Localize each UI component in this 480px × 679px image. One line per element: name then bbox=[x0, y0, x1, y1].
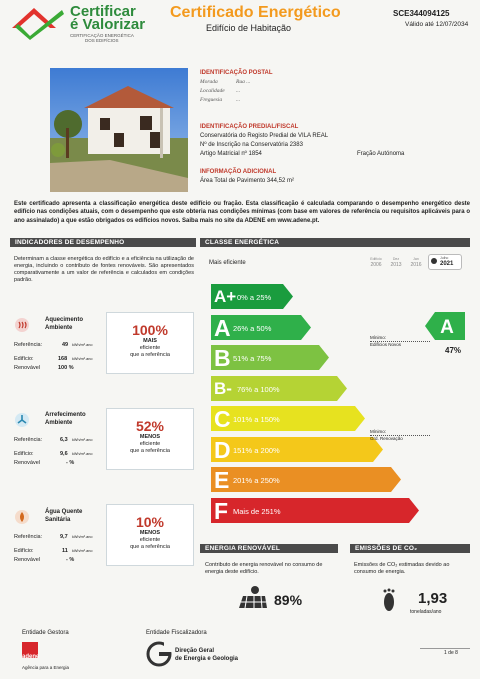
band-letter: F bbox=[214, 497, 229, 524]
minimo-novos-sub: Edifícios Novos bbox=[370, 342, 402, 347]
agua-quente-name2: Sanitária bbox=[45, 517, 71, 523]
minimo-novos-label: Mínimo: bbox=[370, 335, 387, 340]
minimo-renov-label: Mínimo: bbox=[370, 429, 387, 434]
page-number: 1 de 8 bbox=[444, 650, 458, 656]
dgeg-line1: Direção Geral bbox=[175, 648, 215, 654]
aquecimento-name1: Aquecimento bbox=[45, 317, 84, 323]
fracao-label: Fração Autónoma bbox=[357, 151, 405, 157]
aquecimento-renov: 100 % bbox=[58, 365, 74, 371]
edif-label: Edifício: bbox=[14, 548, 34, 554]
renovavel-heading: ENERGIA RENOVÁVEL bbox=[200, 544, 338, 553]
arrefecimento-name1: Arrefecimento bbox=[45, 412, 86, 418]
predial-line1: Conservatória do Registo Predial de VILA REAL bbox=[200, 133, 329, 139]
ref-label: Referência: bbox=[14, 534, 43, 540]
year-small: Edifício bbox=[370, 257, 382, 261]
unit-label: kWh/m².ano bbox=[72, 357, 93, 361]
band-letter: C bbox=[214, 406, 231, 432]
logo-line1: Certificar bbox=[70, 3, 136, 20]
classe-heading: CLASSE ENERGÉTICA bbox=[200, 238, 470, 247]
band-range: 76% a 100% bbox=[237, 384, 280, 394]
band-range: 101% a 150% bbox=[233, 415, 280, 424]
energy-band-aplus bbox=[211, 284, 293, 309]
emissoes-unit: toneladas/ano bbox=[410, 609, 442, 615]
intro-text: Este certificado apresenta a classificação energética deste edifício ou fração. Esta classificação é calculada comparando o desempenho energético deste edifício nas condições atuais, com o desempenho que este obteria nas condições mínimas (com base em valores de referência ou requisitos aplicáveis para o ano assinalado) a que estão obrigados os edifícios novos. Saiba mais no site da ADENE em www.adene.pt. bbox=[14, 201, 470, 224]
localidade-value: ... bbox=[236, 88, 241, 94]
footprint-icon bbox=[381, 588, 397, 614]
indicadores-desc: Determinam a classe energética do edifício e a eficiência na utilização de energia, incluindo o contributo de fontes renováveis. São apresentados comparativamente a um valor de referência e calculados em condições padrão. bbox=[14, 256, 194, 283]
band-letter: A bbox=[214, 314, 231, 341]
band-letter: A+ bbox=[214, 287, 237, 306]
info-adicional-heading: INFORMAÇÃO ADICIONAL bbox=[200, 169, 277, 175]
agua-quente-word1: MENOS bbox=[139, 530, 161, 536]
band-letter: D bbox=[214, 436, 231, 463]
year-small: Jan bbox=[413, 257, 419, 261]
arrefecimento-renov: - % bbox=[66, 460, 75, 466]
predial-line2: Nº de Inscrição na Conservatória 2383 bbox=[200, 142, 303, 148]
result-class-arrow bbox=[425, 312, 465, 340]
year-small: Julho bbox=[440, 256, 449, 260]
logo-line2: é Valorizar bbox=[70, 16, 146, 33]
que-ref: que a referência bbox=[130, 448, 170, 454]
agua-quente-edif: 11 bbox=[62, 548, 68, 554]
dgeg-logo-icon bbox=[146, 641, 172, 667]
energy-band-a bbox=[211, 315, 311, 340]
arrefecimento-word2: eficiente bbox=[139, 441, 161, 447]
predial-line3: Artigo Matricial nº 1854 bbox=[200, 151, 262, 157]
mais-eficiente: Mais eficiente bbox=[209, 260, 246, 266]
hot-water-icon bbox=[15, 510, 29, 524]
aquecimento-ref: 49 bbox=[62, 342, 69, 348]
agua-quente-pct: 10% bbox=[135, 514, 165, 530]
que-ref: que a referência bbox=[130, 352, 170, 358]
band-range: 0% a 25% bbox=[237, 293, 272, 302]
energy-band-bminus bbox=[211, 376, 347, 401]
result-pct: 47% bbox=[445, 346, 462, 355]
localidade-label: Localidade bbox=[200, 88, 225, 94]
aquecimento-edif: 168 bbox=[58, 356, 68, 362]
year-2016: 2016 bbox=[410, 262, 422, 268]
band-range: 151% a 200% bbox=[233, 445, 280, 455]
energy-band-d bbox=[211, 437, 383, 462]
solar-panel-icon bbox=[237, 584, 269, 610]
unit-label: kWh/m².ano bbox=[72, 535, 93, 539]
energy-band-e bbox=[211, 467, 401, 492]
band-letter: E bbox=[214, 467, 230, 493]
arrefecimento-name2: Ambiente bbox=[45, 420, 73, 426]
arrefecimento-ref: 6,3 bbox=[60, 437, 68, 443]
agua-quente-renov: - % bbox=[66, 557, 75, 563]
area-total: Área Total de Pavimento 344,52 m² bbox=[200, 178, 294, 184]
arrefecimento-word1: MENOS bbox=[139, 434, 161, 440]
page-divider bbox=[420, 648, 470, 649]
freguesia-label: Freguesia bbox=[200, 97, 223, 103]
renovavel-text: Contributo de energia renovável no consumo de energia deste edifício. bbox=[205, 562, 323, 575]
unit-label: kWh/m².ano bbox=[72, 343, 93, 347]
arrefecimento-edif: 9,6 bbox=[60, 451, 68, 457]
heating-icon bbox=[15, 318, 29, 332]
location-pin-icon bbox=[431, 258, 437, 264]
building-photo bbox=[50, 68, 188, 192]
agua-quente-ref: 9,7 bbox=[60, 534, 68, 540]
logo-sub1: CERTIFICAÇÃO ENERGÉTICA bbox=[70, 33, 134, 38]
renov-label: Renovável bbox=[14, 557, 40, 563]
band-letter: B- bbox=[214, 378, 232, 398]
indicadores-heading: INDICADORES DE DESEMPENHO bbox=[10, 238, 196, 247]
renovavel-value: 89% bbox=[274, 592, 303, 608]
emissoes-value: 1,93 bbox=[418, 590, 448, 607]
result-letter: A bbox=[440, 317, 454, 338]
dgeg-line2: de Energia e Geologia bbox=[175, 656, 239, 662]
band-range: Mais de 251% bbox=[233, 506, 281, 516]
energy-band-f bbox=[211, 498, 419, 523]
unit-label: kWh/m².ano bbox=[72, 438, 93, 442]
minimo-renov-sub: Grd. Renovação bbox=[370, 436, 403, 441]
que-ref: que a referência bbox=[130, 544, 170, 550]
year-2006: 2006 bbox=[370, 262, 382, 268]
fiscal-label: Entidade Fiscalizadora bbox=[146, 630, 207, 636]
gestora-label: Entidade Gestora bbox=[22, 630, 69, 636]
cert-id: SCE344094125 bbox=[393, 9, 450, 18]
id-postal-heading: IDENTIFICAÇÃO POSTAL bbox=[200, 70, 273, 76]
page-title: Certificado Energético bbox=[170, 4, 341, 21]
emissoes-text: Emissões de CO₂ estimadas devido ao consumo de energia. bbox=[354, 562, 450, 575]
agua-quente-word2: eficiente bbox=[139, 537, 161, 543]
renov-label: Renovável bbox=[14, 365, 40, 371]
arrefecimento-pct: 52% bbox=[135, 418, 165, 434]
aquecimento-name2: Ambiente bbox=[45, 325, 73, 331]
validity: Válido até 12/07/2034 bbox=[405, 21, 469, 28]
band-letter: B bbox=[214, 345, 231, 371]
year-2021: 2021 bbox=[440, 261, 454, 267]
minimo-novos-line bbox=[370, 341, 430, 342]
ref-label: Referência: bbox=[14, 437, 43, 443]
logo-sub2: DOS EDIFÍCIOS bbox=[85, 38, 119, 43]
year-2013: 2013 bbox=[390, 262, 402, 268]
emissoes-heading: EMISSÕES DE CO₂ bbox=[350, 544, 470, 553]
cooling-icon bbox=[15, 413, 29, 427]
band-range: 51% a 75% bbox=[233, 354, 272, 363]
id-predial-heading: IDENTIFICAÇÃO PREDIAL/FISCAL bbox=[200, 124, 299, 130]
adene-sub: Agência para a Energia bbox=[22, 665, 70, 670]
minimo-renov-line bbox=[370, 435, 430, 436]
unit-label: kWh/m².ano bbox=[72, 549, 93, 553]
band-range: 201% a 250% bbox=[233, 476, 280, 485]
energy-band-c bbox=[211, 406, 365, 431]
energy-band-b bbox=[211, 345, 329, 370]
renov-label: Renovável bbox=[14, 460, 40, 466]
adene-text: adene bbox=[22, 654, 40, 660]
band-range: 26% a 50% bbox=[233, 323, 272, 333]
certificar-logo-icon bbox=[10, 6, 68, 40]
morada-label: Morada bbox=[200, 79, 218, 85]
edif-label: Edifício: bbox=[14, 356, 34, 362]
ref-label: Referência: bbox=[14, 342, 43, 348]
aquecimento-word2: eficiente bbox=[139, 345, 161, 351]
aquecimento-pct: 100% bbox=[132, 322, 168, 338]
agua-quente-name1: Água Quente bbox=[45, 509, 83, 515]
morada-value: Rua ... bbox=[236, 79, 251, 85]
edif-label: Edifício: bbox=[14, 451, 34, 457]
year-small: Dez bbox=[392, 257, 400, 261]
unit-label: kWh/m².ano bbox=[72, 452, 93, 456]
freguesia-value: ... bbox=[236, 97, 241, 103]
page-subtitle: Edifício de Habitação bbox=[206, 23, 292, 33]
aquecimento-word1: MAIS bbox=[143, 338, 157, 344]
